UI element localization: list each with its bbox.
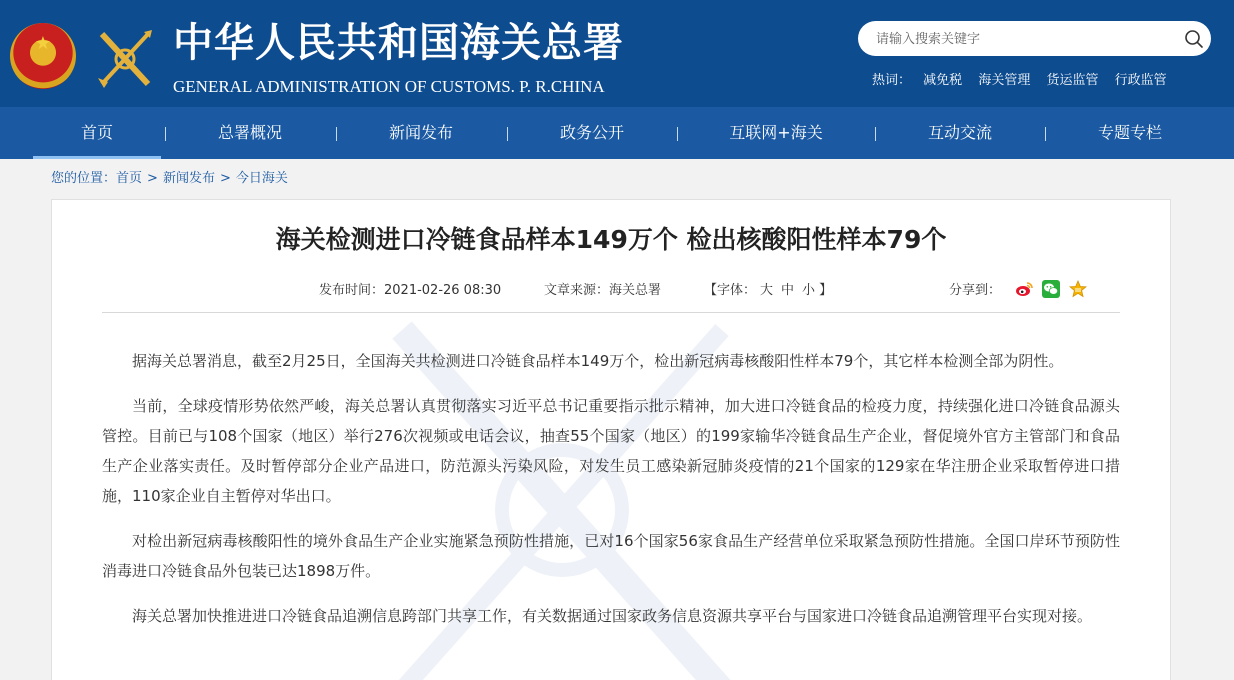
national-emblem-logo: ★ xyxy=(10,23,76,89)
share-label: 分享到： xyxy=(949,283,1002,298)
nav-separator xyxy=(677,127,678,141)
font-size-medium-button[interactable]: 中 xyxy=(781,283,795,298)
site-title: 中华人民共和国海关总署 xyxy=(173,19,624,66)
nav-item-interaction[interactable]: 互动交流 xyxy=(927,123,992,142)
nav-separator xyxy=(1045,127,1046,141)
breadcrumb xyxy=(51,170,288,188)
nav-item-internet-plus-customs[interactable]: 互联网+海关 xyxy=(729,123,823,142)
hot-keywords-label: 热词： xyxy=(872,73,912,88)
breadcrumb-link-news[interactable]: 新闻发布 xyxy=(162,171,215,186)
breadcrumb-prefix: 您的位置： xyxy=(51,171,117,186)
search-icon[interactable] xyxy=(1184,29,1204,49)
font-size-control xyxy=(704,282,832,300)
main-nav xyxy=(0,107,1234,159)
title-divider xyxy=(102,312,1120,313)
font-size-large-button[interactable]: 大 xyxy=(760,283,774,298)
article-paragraph: 对检出新冠病毒核酸阳性的境外食品生产企业实施紧急预防性措施，已对16个国家56家食品生产经营单位采取紧急预防性措施。全国口岸环节预防性消毒进口冷链食品外包装已达1898万件。 xyxy=(102,532,1120,580)
publish-time: 发布时间：2021-02-26 08:30 xyxy=(319,283,502,298)
nav-separator xyxy=(875,127,876,141)
breadcrumb-link-today-customs[interactable]: 今日海关 xyxy=(235,171,288,186)
article-paragraph: 海关总署加快推进进口冷链食品追溯信息跨部门共享工作，有关数据通过国家政务信息资源共享平台与国家进口冷链食品追溯管理平台实现对接。 xyxy=(132,607,1093,625)
favorite-star-icon[interactable] xyxy=(1069,280,1087,298)
breadcrumb-separator: > xyxy=(147,171,158,186)
search-box xyxy=(858,21,1211,56)
nav-item-government-affairs[interactable]: 政务公开 xyxy=(559,123,624,142)
nav-separator xyxy=(165,127,166,141)
font-size-bracket: 】 xyxy=(819,283,833,298)
search-input[interactable] xyxy=(876,28,1176,50)
hot-keyword-link[interactable]: 货运监管 xyxy=(1046,73,1099,88)
article-container xyxy=(51,199,1171,680)
site-header xyxy=(0,0,1234,107)
wechat-icon[interactable] xyxy=(1042,280,1060,298)
article-title: 海关检测进口冷链食品样本149万个 检出核酸阳性样本79个 xyxy=(275,225,947,254)
site-subtitle: GENERAL ADMINISTRATION OF CUSTOMS. P. R.CHINA xyxy=(173,77,605,96)
hot-keyword-link[interactable]: 行政监管 xyxy=(1114,73,1167,88)
nav-item-news[interactable]: 新闻发布 xyxy=(388,123,453,142)
hot-keyword-link[interactable]: 减免税 xyxy=(923,73,963,88)
article-paragraph: 当前，全球疫情形势依然严峻，海关总署认真贯彻落实习近平总书记重要指示批示精神，加大进口冷链食品的检疫力度，持续强化进口冷链食品源头管控。目前已与108个国家（地区）举行276次视频或电话会议，抽查55个国家（地区）的199家输华冷链食品生产企业，督促境外官方主管部门和食品生产企业落实责任。及时暂停部分企业产品进口，防范源头污染风险，对发生员工感染新冠肺炎疫情的21个国家的129家在华注册企业采取暂停进口措施，110家企业自主暂停对华出口。 xyxy=(102,397,1120,505)
breadcrumb-separator: > xyxy=(219,171,231,186)
customs-emblem-logo xyxy=(92,26,158,92)
hot-keywords xyxy=(872,71,1179,91)
font-size-small-button[interactable]: 小 xyxy=(802,283,816,298)
article-source: 文章来源：海关总署 xyxy=(544,283,662,298)
article-paragraph: 据海关总署消息，截至2月25日，全国海关共检测进口冷链食品样本149万个，检出新冠病毒核酸阳性样本79个，其它样本检测全部为阴性。 xyxy=(132,352,1064,370)
nav-item-overview[interactable]: 总署概况 xyxy=(217,123,282,142)
article-body xyxy=(102,346,1120,646)
nav-separator xyxy=(336,127,337,141)
weibo-icon[interactable] xyxy=(1015,280,1033,298)
nav-separator xyxy=(507,127,508,141)
nav-item-home[interactable]: 首页 xyxy=(33,107,161,159)
hot-keyword-link[interactable]: 海关管理 xyxy=(978,73,1031,88)
font-size-label: 【字体： xyxy=(704,283,757,298)
nav-item-special-topics[interactable]: 专题专栏 xyxy=(1097,123,1162,142)
breadcrumb-link-home[interactable]: 首页 xyxy=(116,171,143,186)
